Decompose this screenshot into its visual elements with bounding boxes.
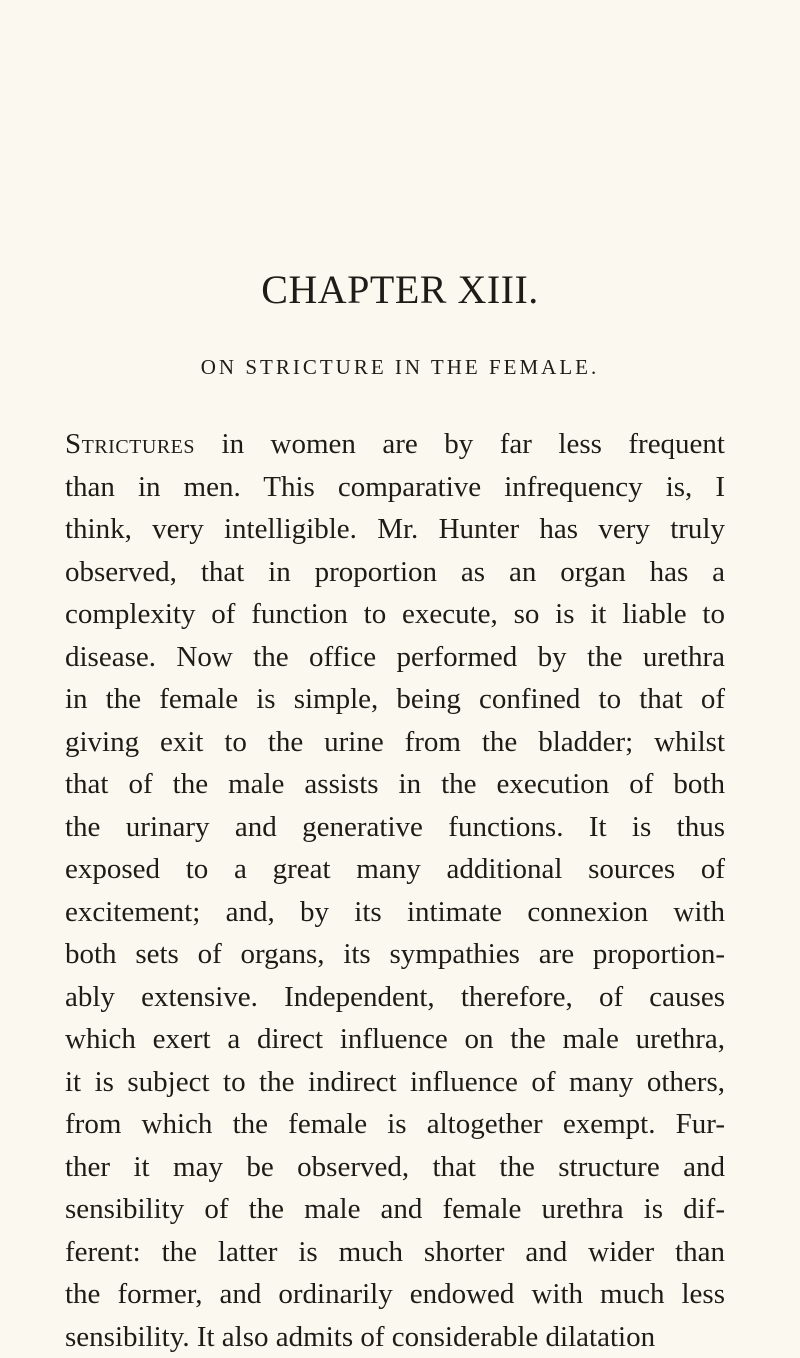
text-line: think, very intelligible. Mr. Hunter has very truly [65,508,725,551]
text-line: it is subject to the indirect influence of many others, [65,1061,725,1104]
text-line: disease. Now the office performed by the urethra [65,636,725,679]
chapter-title: CHAPTER XIII. [0,270,800,310]
section-title: ON STRICTURE IN THE FEMALE. [0,357,800,378]
text-line: ther it may be observed, that the structure and [65,1146,725,1189]
text-line: both sets of organs, its sympathies are proportion- [65,933,725,976]
text-line: that of the male assists in the execution of both [65,763,725,806]
text-line: observed, that in proportion as an organ has a [65,551,725,594]
text-line: sensibility of the male and female urethra is dif- [65,1188,725,1231]
text-line: than in men. This comparative infrequency is, I [65,466,725,509]
text-line [65,423,725,466]
text-line: from which the female is altogether exempt. Fur- [65,1103,725,1146]
text-line: complexity of function to execute, so is it liable to [65,593,725,636]
text-line: giving exit to the urine from the bladder; whilst [65,721,725,764]
text-line: which exert a direct influence on the male urethra, [65,1018,725,1061]
text-line: ferent: the latter is much shorter and wider than [65,1231,725,1274]
text-line: the former, and ordinarily endowed with much less [65,1273,725,1316]
text-line: exposed to a great many additional sources of [65,848,725,891]
text-line: excitement; and, by its intimate connexion with [65,891,725,934]
text-line: ably extensive. Independent, therefore, of causes [65,976,725,1019]
text-line: sensibility. It also admits of considerable dilatation [65,1316,725,1358]
lead-word: Strictures [65,428,195,460]
text-line: the urinary and generative functions. It is thus [65,806,725,849]
body-text [65,423,725,1358]
text-line-content: in women are by far less frequent [195,428,725,460]
text-line: in the female is simple, being confined to that of [65,678,725,721]
